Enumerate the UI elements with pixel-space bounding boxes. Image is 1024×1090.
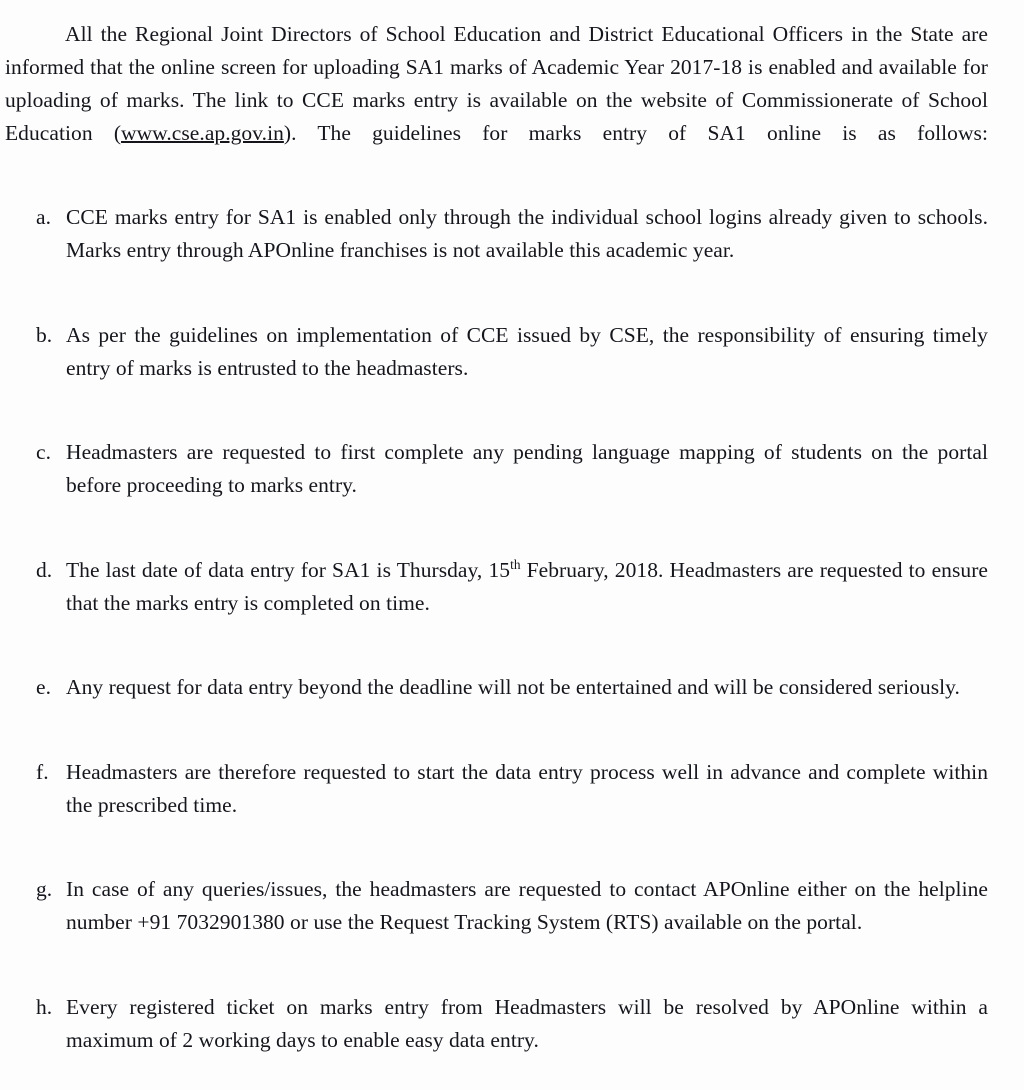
list-item — [5, 436, 988, 535]
list-item — [5, 991, 988, 1090]
cse-website-link[interactable]: www.cse.ap.gov.in — [121, 121, 284, 145]
intro-text-after-link: ). The guidelines for marks entry of SA1 online is as follows: — [283, 121, 988, 145]
deadline-text-after: February, 2018. Headmasters are requested to ensure that the marks entry is completed on time. — [66, 557, 988, 615]
list-item-text: Headmasters are therefore requested to start the data entry process well in advance and complete within the prescribed time. — [66, 759, 988, 817]
list-item-text: Every registered ticket on marks entry from Headmasters will be resolved by APOnline within a maximum of 2 working days to enable easy data entry. — [66, 994, 988, 1052]
list-item-text: CCE marks entry for SA1 is enabled only through the individual school logins already given to schools. Marks entry through APOnline franchises is not available this academic year. — [66, 205, 988, 262]
guidelines-list — [5, 201, 988, 1090]
list-item-marker: d. — [36, 557, 53, 582]
list-item-text: As per the guidelines on implementation of CCE issued by CSE, the responsibility of ensuring timely entry of marks is entrusted to the headmasters. — [66, 322, 988, 380]
list-item — [5, 873, 988, 972]
list-item-marker: f. — [36, 759, 49, 784]
list-item-text: Any request for data entry beyond the deadline will not be entertained and will be considered seriously. — [66, 675, 960, 699]
list-item-text — [66, 554, 988, 620]
list-item — [5, 201, 988, 300]
list-item — [5, 671, 988, 737]
list-item-marker: c. — [36, 440, 52, 464]
list-item — [5, 756, 988, 855]
list-item-marker: h. — [36, 994, 53, 1019]
list-item-marker: b. — [36, 322, 53, 347]
list-item-text: Headmasters are requested to first complete any pending language mapping of students on the portal before proceeding to marks entry. — [66, 440, 988, 497]
list-item-marker: g. — [36, 877, 53, 901]
intro-text-before-link: All the Regional Joint Directors of School Education and District Educational Officers in the State are informed that the online screen for uploading SA1 marks of Academic Year 2017-18 is enabled and available for uploading of marks. The link to CCE marks entry is available on the website of Commissionerate of School Education ( — [5, 22, 988, 145]
list-item — [5, 319, 988, 418]
intro-paragraph — [5, 18, 988, 183]
list-item-text: In case of any queries/issues, the headmasters are requested to contact APOnline either on the helpline number +91 7032901380 or use the Request Tracking System (RTS) available on the portal. — [66, 877, 988, 934]
list-item — [5, 554, 988, 653]
list-item-marker: a. — [36, 205, 52, 229]
deadline-text-before: The last date of data entry for SA1 is Thursday, 15 — [66, 557, 511, 582]
list-item-marker: e. — [36, 675, 52, 699]
ordinal-superscript: th — [510, 556, 521, 572]
